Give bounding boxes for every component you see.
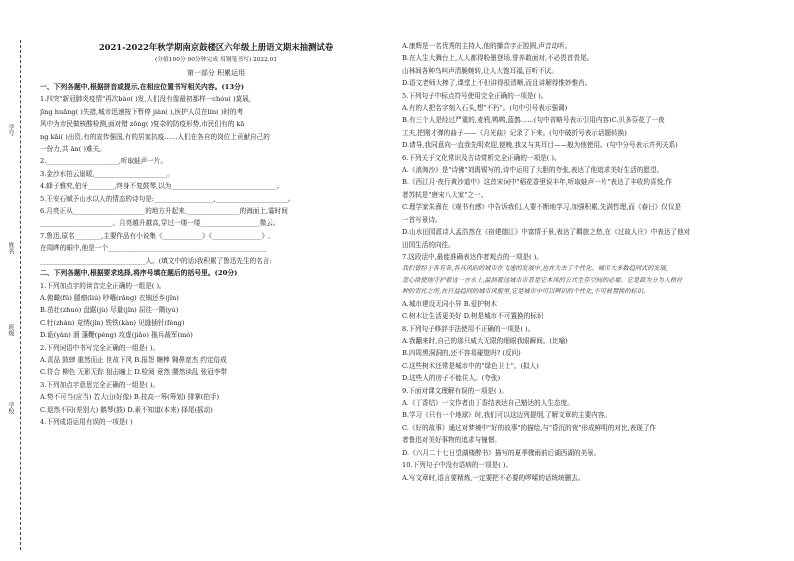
question-line: A.城市建设无同小异 B.爱护树木 bbox=[402, 299, 498, 308]
question-line: 2.下列词语中书写完全正确的一组是( )。 bbox=[40, 343, 160, 352]
question-line: C.牡(zhàn) 竞绣(jǐn) 铁铁(kàn) 见缝插针(fèng) bbox=[40, 318, 185, 327]
question-line: A.俯瞰(fǔ) 腿瘤(liú) 吵嚷(rǎng) 衣锦还乡(jǐn) bbox=[40, 293, 179, 302]
question-line: ________________________________人。(填文中的话)我积累了鲁迅先生的名言: bbox=[40, 256, 272, 265]
question-line: D.《六月二十七日望湖楼醉书》描写的夏季骤雨前后湖西湖的美景。 bbox=[402, 448, 601, 457]
question-line: A.有的人把名字刻入石头,想"不朽"。(句中引号表示强调) bbox=[402, 104, 568, 113]
question-line: A.势不可当(应当) 若大山(好像) B.技高一筹(筹划) 排掌(拍手) bbox=[40, 393, 220, 402]
question-line: 3.金沙水拍云崖暖,______________________。 bbox=[40, 169, 174, 178]
question-line: D.请导,我同意向一直我先明欢迎,便晚,我又与其耳目——般为他使用。(句中分号表示并列关系) bbox=[402, 141, 678, 150]
question-line: 在周晔的眼中,他是一个________________________________________________ bbox=[40, 244, 267, 253]
part-title: 第一部分 积累运用 bbox=[186, 69, 246, 77]
side-label-name: 姓名 bbox=[7, 242, 14, 254]
question-line: C.符合 柳色 无影无踪 狙击瞳上 D.检阅 竟然 腰然读乱 张冠李带 bbox=[40, 368, 227, 377]
question-line: 9.下面对课文理解有误的一项是( )。 bbox=[402, 386, 508, 395]
right-questions-part-2 bbox=[402, 298, 754, 484]
question-line: 3.下列加点字意思完全正确的一组是( )。 bbox=[40, 380, 160, 389]
question-line: C.理学家朱熹在《观书有感》中告诉我们,人要不断地学习,加强积累,先满哲理,而《春日》仅仅是 bbox=[402, 203, 682, 212]
question-line: ng kǎi( )出资,有的宣传强国,有的居家抗疫……人们在各自的岗位上贡献自己的 bbox=[40, 132, 270, 141]
question-line: jīng huāng( )失措,城市迅速按下暂停 jiàn( ),医护人员在lín( )时的考 bbox=[40, 107, 244, 116]
question-line: 田园生活的向往。 bbox=[402, 240, 455, 249]
side-label-school: 学校 bbox=[7, 402, 14, 414]
question-line: C.树木让生活更美好 D.树是城市不可置换的标识 bbox=[402, 312, 544, 321]
section-1-heading: 一、下列各题中,根据拼音或提示,在相应位置书写相关内容。(13分) bbox=[40, 83, 245, 91]
question-line: 者鲁迅对美好事物的追求与憧憬。 bbox=[402, 436, 501, 445]
question-line: A.《丁香结》一文作者由丁香结表达自己豁达的人生态度。 bbox=[402, 399, 574, 408]
right-questions-part-1 bbox=[402, 40, 754, 263]
question-line: A.写文章时,语言要精炼,一定要把不必要的啰嗦的话统统删去。 bbox=[402, 473, 585, 482]
question-line: 6.月亮正从______________________的地方升起来,________________的海面上,霎时间 bbox=[40, 207, 288, 216]
question-line: 5.王安石赋予山水以人的情态的诗句是:__________________,______________________。 bbox=[40, 194, 295, 203]
question-line: 风中为市民做核酸检测,面对错 zōng( )复杂的防疫形势,市民们有的 kā bbox=[40, 120, 245, 129]
question-line: B.在人生大舞台上,人人都得粉墨登场,誉养敢面对,不必畏首畏尾。 bbox=[402, 54, 594, 63]
side-label-class: 班级 bbox=[7, 324, 14, 336]
question-line: B.有三个人是经过严重的,麦鸦,鸭鸭,蓝鹊……(句中省略号表示引用内容)C.贝多芬花了一夜 bbox=[402, 116, 665, 125]
question-line: 种的寄托之所,在日益趋同的城市风貌里,它是城市中可以辨识的个性化,不可被置换的标识。 bbox=[402, 288, 650, 296]
question-line: C.这些树木还常是城市中的"绿色卫士"。(拟人) bbox=[402, 361, 539, 370]
question-line: D.这些人的房子不能住人。(夸张) bbox=[402, 374, 501, 383]
question-line: 忽心欲使地守护着这一方水土,温润着这城市市景是它本风的公共生存空间的必要。它是最为分为人格社 bbox=[402, 276, 683, 284]
question-line: 1.下列加点字的读音完全正确的一组是( )。 bbox=[40, 281, 166, 290]
question-line: D.语文老师大棒了,课堂上不但讲得很清晰,而且讲解得惟妙惟肖。 bbox=[402, 79, 592, 88]
exam-info: (分值100分 90分钟完成 用钢笔书写) 2022.01 bbox=[154, 57, 278, 63]
left-column bbox=[40, 40, 392, 428]
question-line: 4.下列成语运用有误的一项是( ) bbox=[40, 417, 133, 426]
binding-margin bbox=[0, 40, 34, 560]
question-line: B.《西江月·夜行黄沙道中》这首宋词中"稻花香里说丰年,听取蛙声一片"表达了丰收的喜悦,作 bbox=[402, 178, 672, 187]
question-line: 7.这段话中,最能准确表达作者观点的一项是( )。 bbox=[402, 252, 543, 261]
side-label-student-id: 学号 bbox=[7, 124, 14, 136]
question-line: 1.四突"新冠肺炎疫情"再次bào( )发,人们没有像最初那样一chóu( )莫展, bbox=[40, 95, 251, 104]
section-2-heading: 二、下列各题中,根据要求选择,将序号填在题后的括号里。(20分) bbox=[40, 269, 238, 278]
section-1-body bbox=[40, 93, 392, 267]
section-2-body bbox=[40, 280, 392, 429]
question-line: B.学习《只有一个地球》时,我们可以这边列提纲,了解文章的主要内容。 bbox=[402, 411, 611, 420]
question-line: B.茁壮(zhuó) 盘踞(jù) 尽量(jǐn) 屈往一隅(yú) bbox=[40, 306, 179, 315]
question-line: C.退然不同(差别大) 鹅琴(鼓) D.素不知道(本来) 择尾(摇动) bbox=[40, 405, 213, 414]
exam-title: 2021-2022年秋学期南京鼓楼区六年级上册语文期末抽测试卷 bbox=[98, 42, 334, 52]
question-line: 7.鲁迅,原名________,主要作品有小说集《____________》《_______________》, bbox=[40, 231, 271, 240]
question-line: 一份力,共 ān( )难关。 bbox=[40, 145, 106, 154]
question-line: 工夫,把刚才弹的曲子——《月光曲》记录了下来。(句中破折号表示话题转换) bbox=[402, 128, 627, 137]
question-line: D.诡(yàn) 溜 蓬鞭(péng) 攻虚(jiǎo) 拖兵裁军(mó) bbox=[40, 331, 193, 340]
question-line: 8.下列句子修辞手法使用不正确的一项是( )。 bbox=[402, 324, 535, 333]
question-line: 者苏轼是"唐宋八大家"之一。 bbox=[402, 190, 488, 199]
binding-line bbox=[20, 40, 21, 550]
question-line: 山林间各种鸟叫声清脆婉转,让人大饱耳福,百听不厌。 bbox=[402, 66, 558, 75]
question-line: 6.下列关于文化常识及古诗赏析完全正确的一项是( )。 bbox=[402, 153, 561, 162]
question-line: C.《好的故事》通过对梦境中"好的故事"的描绘,与"昏沉的夜"形成鲜明的对比,表现了作 bbox=[402, 423, 657, 432]
question-line: 10.下列句子中没有语病的一项是( )。 bbox=[402, 461, 513, 470]
question-line: A.我翻来时,自己的那只威大无限的细眼我眼瞬间。(比喻) bbox=[402, 337, 568, 346]
question-line: 4.蜂子雅究,伯牙________,终身不复鼓琴,以为________________________________。 bbox=[40, 182, 284, 191]
question-line: 我们曾经于各有各,各具风韵的城市在飞速的发展中,也在失去了个性化。城市大多数趋同式的发展, bbox=[402, 265, 668, 273]
reading-passage bbox=[402, 263, 754, 298]
question-line: A.《浪淘沙》是"诗佛"刘禹锡写的,诗中运用了大胆的夸张,表达了他追求美好生活的愿望。 bbox=[402, 166, 664, 175]
question-line: 一首写景诗。 bbox=[402, 215, 442, 224]
question-line: ______________________。月亮越升越高,穿过一缕一缕__________________微云。 bbox=[40, 219, 280, 228]
question-line: A.康辉是一名优秀的主持人,他的播音字正腔圆,声音动听。 bbox=[402, 42, 572, 50]
right-column bbox=[402, 40, 754, 484]
question-line: 2.______________________,听取蛙声一片。 bbox=[40, 157, 168, 166]
question-line: 5.下列句子中标点符号使用完全正确的一项是( )。 bbox=[402, 91, 548, 100]
question-line: D.山水田园派诗人孟浩然在《宿建德江》中富情于景,表达了羁旅之愁,在《过故人庄》中表达了他对 bbox=[402, 228, 691, 237]
question-line: A.责品 鼓肆 重然而止 世故下风 B.报怨 糖棒 翱鼻宽杰 约定俗成 bbox=[40, 355, 227, 364]
question-line: B.四周黑洞洞的,还不容易碰壁吗? (反问) bbox=[402, 349, 521, 358]
